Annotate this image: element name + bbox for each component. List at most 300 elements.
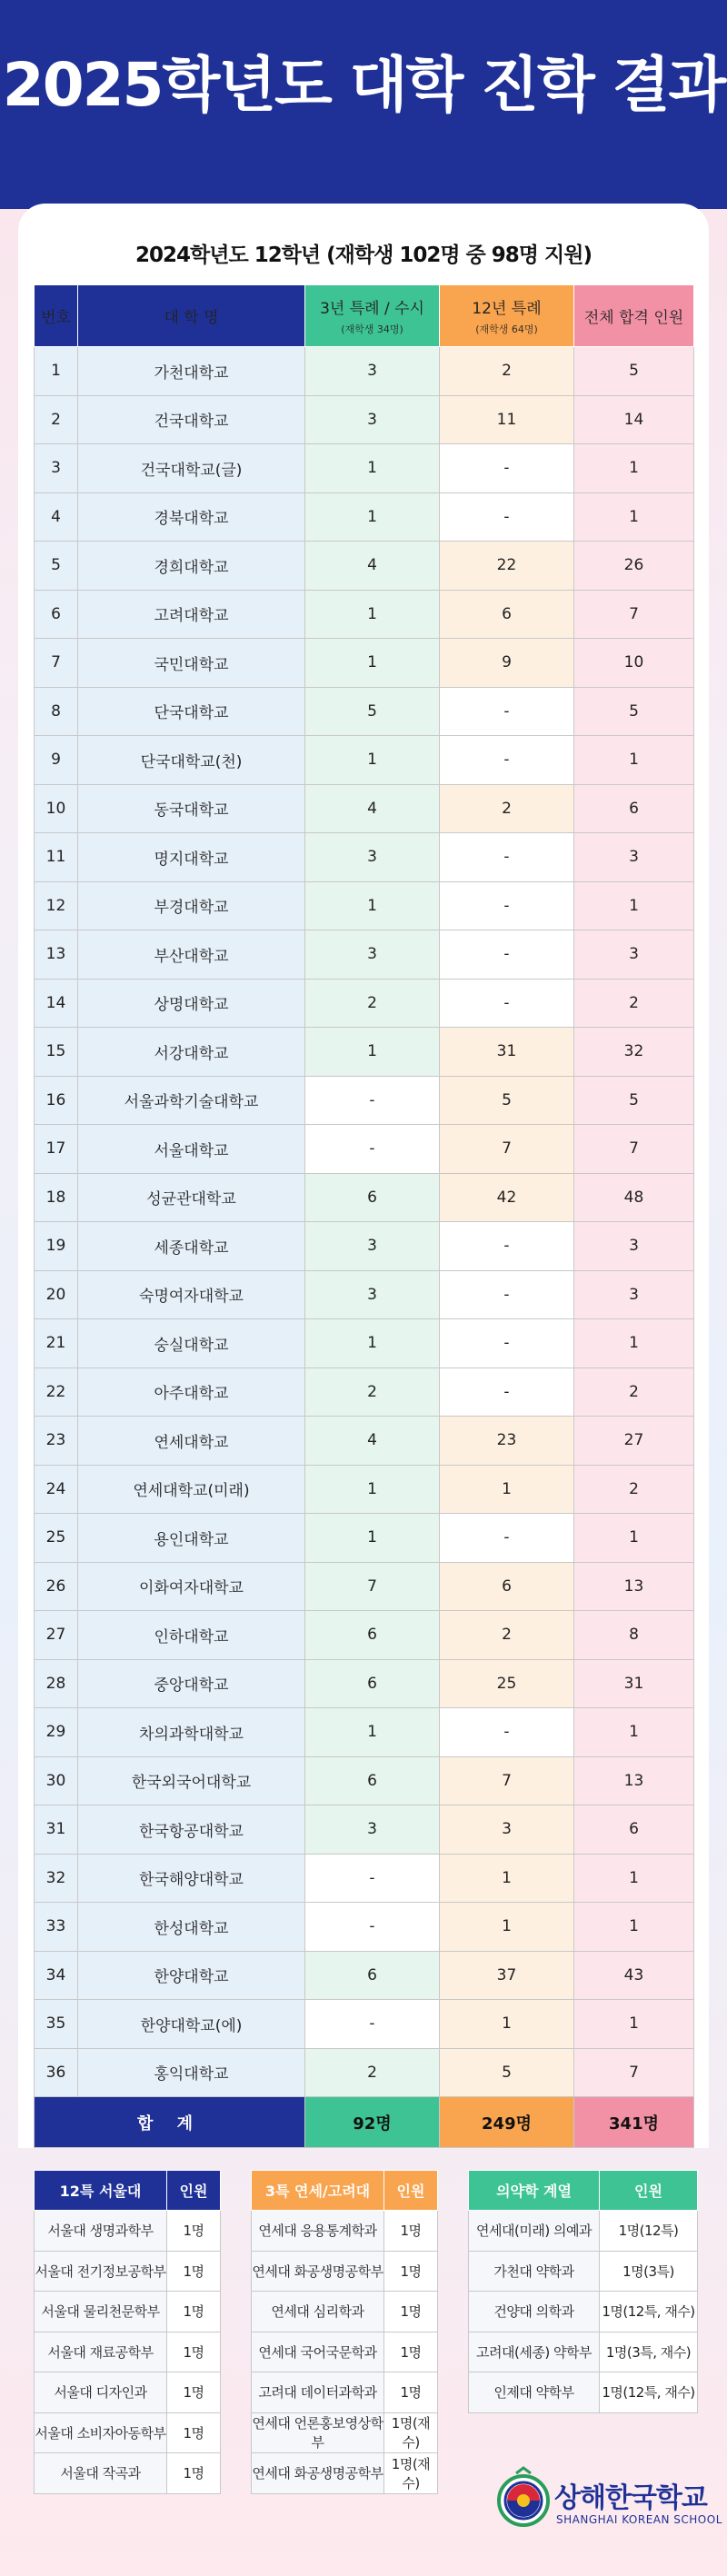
three-year-count: 6 <box>305 1173 440 1222</box>
department-name: 서울대 디자인과 <box>35 2372 167 2413</box>
three-year-count: 1 <box>305 639 440 688</box>
header-twelve-year <box>440 285 574 347</box>
table-row <box>35 1854 694 1903</box>
table-row <box>35 1903 694 1952</box>
twelve-year-count: 9 <box>440 639 574 688</box>
three-year-count: 3 <box>305 833 440 882</box>
department-name: 서울대 물리천문학부 <box>35 2292 167 2332</box>
row-number: 14 <box>35 979 78 1028</box>
university-name: 아주대학교 <box>78 1368 305 1417</box>
department-name: 서울대 작곡과 <box>35 2453 167 2494</box>
list-item <box>469 2251 698 2292</box>
university-name: 건국대학교(글) <box>78 444 305 493</box>
table-row <box>35 444 694 493</box>
table-row <box>35 930 694 980</box>
department-name: 가천대 약학과 <box>469 2251 600 2292</box>
university-name: 서울대학교 <box>78 1125 305 1174</box>
row-number: 20 <box>35 1270 78 1319</box>
header-banner <box>0 0 727 209</box>
twelve-year-count: 2 <box>440 784 574 833</box>
table-row <box>35 347 694 396</box>
twelve-year-count: 6 <box>440 1562 574 1611</box>
three-year-count: 5 <box>305 687 440 736</box>
school-name-ko: 상해한국학교 <box>554 2482 707 2514</box>
row-number: 26 <box>35 1562 78 1611</box>
university-name: 명지대학교 <box>78 833 305 882</box>
department-count: 1명 <box>384 2292 438 2332</box>
three-year-count: 2 <box>305 1368 440 1417</box>
list-item <box>252 2453 438 2494</box>
row-number: 3 <box>35 444 78 493</box>
university-name: 한국항공대학교 <box>78 1805 305 1855</box>
row-number: 6 <box>35 590 78 639</box>
table-row <box>35 2000 694 2049</box>
table-row <box>35 1465 694 1514</box>
university-name: 숙명여자대학교 <box>78 1270 305 1319</box>
yonkor-body <box>252 2211 438 2494</box>
total-label: 합 계 <box>35 2097 305 2148</box>
total-count: 5 <box>574 1076 694 1125</box>
table-row <box>35 1076 694 1125</box>
department-count: 1명 <box>167 2211 221 2252</box>
twelve-year-count: - <box>440 1368 574 1417</box>
yonsei-korea-table <box>251 2170 438 2494</box>
row-number: 16 <box>35 1076 78 1125</box>
total-all: 341명 <box>574 2097 694 2148</box>
department-name: 서울대 재료공학부 <box>35 2332 167 2372</box>
school-name-en: SHANGHAI KOREAN SCHOOL <box>556 2513 722 2526</box>
total-count: 1 <box>574 2000 694 2049</box>
department-name: 인제대 약학부 <box>469 2372 600 2413</box>
row-number: 32 <box>35 1854 78 1903</box>
header-name: 대 학 명 <box>78 285 305 347</box>
three-year-count: 1 <box>305 1514 440 1563</box>
total-count: 5 <box>574 687 694 736</box>
twelve-year-count: - <box>440 687 574 736</box>
row-number: 1 <box>35 347 78 396</box>
twelve-year-count: 1 <box>440 1903 574 1952</box>
three-year-count: 1 <box>305 1708 440 1757</box>
total-count: 32 <box>574 1028 694 1077</box>
three-year-count: - <box>305 2000 440 2049</box>
row-number: 34 <box>35 1951 78 2000</box>
university-name: 한국외국어대학교 <box>78 1756 305 1805</box>
twelve-year-count: 11 <box>440 395 574 444</box>
list-item <box>35 2372 221 2413</box>
total-count: 26 <box>574 542 694 591</box>
total-count: 1 <box>574 736 694 785</box>
department-count: 1명(3특) <box>600 2251 698 2292</box>
department-name: 연세대 응용통계학과 <box>252 2211 384 2252</box>
university-name: 단국대학교 <box>78 687 305 736</box>
twelve-year-count: 25 <box>440 1659 574 1708</box>
list-item <box>469 2372 698 2413</box>
twelve-year-count: - <box>440 930 574 980</box>
table-row <box>35 1514 694 1563</box>
three-year-count: 6 <box>305 1951 440 2000</box>
twelve-year-count: 1 <box>440 1465 574 1514</box>
row-number: 17 <box>35 1125 78 1174</box>
twelve-year-count: 22 <box>440 542 574 591</box>
university-name: 한국해양대학교 <box>78 1854 305 1903</box>
university-name: 건국대학교 <box>78 395 305 444</box>
table-row <box>35 1708 694 1757</box>
total-count: 1 <box>574 1514 694 1563</box>
university-name: 경희대학교 <box>78 542 305 591</box>
total-count: 1 <box>574 444 694 493</box>
total-count: 1 <box>574 1708 694 1757</box>
three-year-count: 1 <box>305 492 440 542</box>
twelve-year-count: - <box>440 492 574 542</box>
university-name: 홍익대학교 <box>78 2048 305 2097</box>
seoul-table <box>34 2170 221 2494</box>
table-row <box>35 1222 694 1271</box>
department-count: 1명 <box>384 2211 438 2252</box>
header-total: 전체 합격 인원 <box>574 285 694 347</box>
yonkor-header-row <box>252 2171 438 2211</box>
table-row <box>35 2048 694 2097</box>
department-count: 1명 <box>167 2332 221 2372</box>
seoul-header-name: 12특 서울대 <box>35 2171 167 2211</box>
department-name: 서울대 전기정보공학부 <box>35 2251 167 2292</box>
three-year-count: 4 <box>305 784 440 833</box>
department-count: 1명 <box>167 2372 221 2413</box>
seoul-header-count: 인원 <box>167 2171 221 2211</box>
twelve-year-count: - <box>440 1270 574 1319</box>
total-count: 6 <box>574 1805 694 1855</box>
total-count: 3 <box>574 1270 694 1319</box>
three-year-count: 3 <box>305 347 440 396</box>
row-number: 10 <box>35 784 78 833</box>
department-name: 서울대 생명과학부 <box>35 2211 167 2252</box>
list-item <box>252 2332 438 2372</box>
three-year-count: 6 <box>305 1756 440 1805</box>
university-name: 숭실대학교 <box>78 1319 305 1368</box>
total-count: 7 <box>574 2048 694 2097</box>
medical-body <box>469 2211 698 2413</box>
list-item <box>35 2412 221 2453</box>
three-year-count: 3 <box>305 395 440 444</box>
department-name: 서울대 소비자아동학부 <box>35 2412 167 2453</box>
three-year-count: - <box>305 1903 440 1952</box>
row-number: 4 <box>35 492 78 542</box>
twelve-year-count: 5 <box>440 2048 574 2097</box>
department-count: 1명 <box>384 2372 438 2413</box>
row-number: 11 <box>35 833 78 882</box>
university-name: 부경대학교 <box>78 881 305 930</box>
total-count: 3 <box>574 930 694 980</box>
university-name: 한양대학교(에) <box>78 2000 305 2049</box>
total-count: 7 <box>574 590 694 639</box>
twelve-year-count: 31 <box>440 1028 574 1077</box>
three-year-count: 1 <box>305 1028 440 1077</box>
university-name: 성균관대학교 <box>78 1173 305 1222</box>
row-number: 33 <box>35 1903 78 1952</box>
twelve-year-count: 5 <box>440 1076 574 1125</box>
university-name: 용인대학교 <box>78 1514 305 1563</box>
university-name: 이화여자대학교 <box>78 1562 305 1611</box>
seoul-header-row <box>35 2171 221 2211</box>
page-subtitle: 2024학년도 12학년 (재학생 102명 중 98명 지원) <box>135 244 592 267</box>
list-item <box>252 2292 438 2332</box>
total-count: 7 <box>574 1125 694 1174</box>
total-count: 1 <box>574 1903 694 1952</box>
total-count: 1 <box>574 881 694 930</box>
department-count: 1명 <box>167 2292 221 2332</box>
total-count: 6 <box>574 784 694 833</box>
medical-header-row <box>469 2171 698 2211</box>
row-number: 21 <box>35 1319 78 1368</box>
school-logo <box>496 2455 722 2555</box>
table-row <box>35 1125 694 1174</box>
university-name: 한성대학교 <box>78 1903 305 1952</box>
table-row <box>35 784 694 833</box>
row-number: 27 <box>35 1611 78 1660</box>
twelve-year-count: 42 <box>440 1173 574 1222</box>
three-year-count: 1 <box>305 881 440 930</box>
header-twelve-year-label: 12년 특례 <box>472 300 542 318</box>
twelve-year-count: 1 <box>440 1854 574 1903</box>
header-no: 번호 <box>35 285 78 347</box>
row-number: 23 <box>35 1417 78 1466</box>
table-row <box>35 1562 694 1611</box>
three-year-count: 3 <box>305 1805 440 1855</box>
row-number: 36 <box>35 2048 78 2097</box>
total-three-year: 92명 <box>305 2097 440 2148</box>
department-name: 연세대(미래) 의예과 <box>469 2211 600 2252</box>
row-number: 35 <box>35 2000 78 2049</box>
table-row <box>35 979 694 1028</box>
total-count: 43 <box>574 1951 694 2000</box>
university-name: 가천대학교 <box>78 347 305 396</box>
three-year-count: - <box>305 1854 440 1903</box>
row-number: 28 <box>35 1659 78 1708</box>
three-year-count: 3 <box>305 930 440 980</box>
department-count: 1명 <box>384 2251 438 2292</box>
row-number: 24 <box>35 1465 78 1514</box>
table-row <box>35 639 694 688</box>
table-row <box>35 1028 694 1077</box>
three-year-count: 6 <box>305 1659 440 1708</box>
total-row <box>35 2097 694 2148</box>
university-name: 인하대학교 <box>78 1611 305 1660</box>
table-row <box>35 1805 694 1855</box>
twelve-year-count: - <box>440 881 574 930</box>
row-number: 8 <box>35 687 78 736</box>
list-item <box>35 2292 221 2332</box>
row-number: 9 <box>35 736 78 785</box>
row-number: 13 <box>35 930 78 980</box>
department-name: 연세대 화공생명공학부 <box>252 2453 384 2494</box>
three-year-count: 1 <box>305 1465 440 1514</box>
total-count: 3 <box>574 833 694 882</box>
list-item <box>252 2372 438 2413</box>
twelve-year-count: - <box>440 444 574 493</box>
list-item <box>469 2332 698 2372</box>
university-name: 한양대학교 <box>78 1951 305 2000</box>
page-title: 2025학년도 대학 진학 결과 <box>2 50 725 120</box>
university-name: 중앙대학교 <box>78 1659 305 1708</box>
department-name: 고려대(세종) 약학부 <box>469 2332 600 2372</box>
total-count: 13 <box>574 1756 694 1805</box>
twelve-year-count: 6 <box>440 590 574 639</box>
department-count: 1명 <box>167 2453 221 2494</box>
university-name: 서울과학기술대학교 <box>78 1076 305 1125</box>
department-count: 1명(재수) <box>384 2412 438 2453</box>
department-count: 1명 <box>167 2412 221 2453</box>
twelve-year-count: 3 <box>440 1805 574 1855</box>
table-row <box>35 1756 694 1805</box>
total-count: 2 <box>574 979 694 1028</box>
university-name: 단국대학교(천) <box>78 736 305 785</box>
three-year-count: - <box>305 1125 440 1174</box>
list-item <box>35 2211 221 2252</box>
university-name: 동국대학교 <box>78 784 305 833</box>
table-row <box>35 1951 694 2000</box>
university-name: 서강대학교 <box>78 1028 305 1077</box>
three-year-count: 6 <box>305 1611 440 1660</box>
row-number: 12 <box>35 881 78 930</box>
total-count: 5 <box>574 347 694 396</box>
three-year-count: 7 <box>305 1562 440 1611</box>
three-year-count: 2 <box>305 979 440 1028</box>
results-body <box>35 347 694 2097</box>
twelve-year-count: - <box>440 979 574 1028</box>
three-year-count: 3 <box>305 1270 440 1319</box>
university-name: 상명대학교 <box>78 979 305 1028</box>
row-number: 19 <box>35 1222 78 1271</box>
medical-table <box>468 2170 698 2413</box>
table-row <box>35 1611 694 1660</box>
three-year-count: 2 <box>305 2048 440 2097</box>
list-item <box>252 2412 438 2453</box>
twelve-year-count: - <box>440 736 574 785</box>
row-number: 22 <box>35 1368 78 1417</box>
yonkor-header-name: 3특 연세/고려대 <box>252 2171 384 2211</box>
list-item <box>469 2211 698 2252</box>
total-count: 8 <box>574 1611 694 1660</box>
list-item <box>252 2251 438 2292</box>
table-row <box>35 1417 694 1466</box>
table-row <box>35 590 694 639</box>
list-item <box>252 2211 438 2252</box>
department-name: 건양대 의학과 <box>469 2292 600 2332</box>
university-name: 고려대학교 <box>78 590 305 639</box>
table-row <box>35 1319 694 1368</box>
three-year-count: 4 <box>305 1417 440 1466</box>
total-count: 2 <box>574 1368 694 1417</box>
row-number: 31 <box>35 1805 78 1855</box>
medical-header-name: 의약학 계열 <box>469 2171 600 2211</box>
department-name: 고려대 데이터과학과 <box>252 2372 384 2413</box>
header-three-year-label: 3년 특례 / 수시 <box>320 300 424 318</box>
total-count: 2 <box>574 1465 694 1514</box>
yonkor-header-count: 인원 <box>384 2171 438 2211</box>
total-count: 31 <box>574 1659 694 1708</box>
twelve-year-count: 23 <box>440 1417 574 1466</box>
university-name: 부산대학교 <box>78 930 305 980</box>
header-twelve-year-sub: (재학생 64명) <box>475 323 538 335</box>
total-count: 1 <box>574 1854 694 1903</box>
twelve-year-count: - <box>440 1708 574 1757</box>
row-number: 2 <box>35 395 78 444</box>
table-row <box>35 1270 694 1319</box>
total-count: 1 <box>574 1319 694 1368</box>
row-number: 5 <box>35 542 78 591</box>
department-count: 1명(12특, 재수) <box>600 2292 698 2332</box>
table-row <box>35 395 694 444</box>
table-row <box>35 687 694 736</box>
row-number: 25 <box>35 1514 78 1563</box>
three-year-count: - <box>305 1076 440 1125</box>
department-count: 1명(12특, 재수) <box>600 2372 698 2413</box>
table-row <box>35 542 694 591</box>
header-three-year-sub: (재학생 34명) <box>341 323 403 335</box>
total-count: 13 <box>574 1562 694 1611</box>
table-row <box>35 492 694 542</box>
department-name: 연세대 심리학과 <box>252 2292 384 2332</box>
three-year-count: 1 <box>305 444 440 493</box>
university-name: 연세대학교 <box>78 1417 305 1466</box>
department-name: 연세대 언론홍보영상학부 <box>252 2412 384 2453</box>
department-count: 1명 <box>384 2332 438 2372</box>
total-count: 3 <box>574 1222 694 1271</box>
twelve-year-count: - <box>440 833 574 882</box>
three-year-count: 1 <box>305 1319 440 1368</box>
total-count: 14 <box>574 395 694 444</box>
university-name: 차의과학대학교 <box>78 1708 305 1757</box>
twelve-year-count: 2 <box>440 347 574 396</box>
seoul-body <box>35 2211 221 2494</box>
department-count: 1명 <box>167 2251 221 2292</box>
twelve-year-count: - <box>440 1222 574 1271</box>
row-number: 7 <box>35 639 78 688</box>
department-count: 1명(3특, 재수) <box>600 2332 698 2372</box>
list-item <box>469 2292 698 2332</box>
row-number: 15 <box>35 1028 78 1077</box>
row-number: 18 <box>35 1173 78 1222</box>
twelve-year-count: - <box>440 1514 574 1563</box>
three-year-count: 3 <box>305 1222 440 1271</box>
results-table <box>34 284 694 2148</box>
list-item <box>35 2453 221 2494</box>
medical-header-count: 인원 <box>600 2171 698 2211</box>
three-year-count: 1 <box>305 590 440 639</box>
twelve-year-count: - <box>440 1319 574 1368</box>
twelve-year-count: 2 <box>440 1611 574 1660</box>
total-twelve-year: 249명 <box>440 2097 574 2148</box>
department-name: 연세대 국어국문학과 <box>252 2332 384 2372</box>
total-count: 1 <box>574 492 694 542</box>
university-name: 국민대학교 <box>78 639 305 688</box>
list-item <box>35 2332 221 2372</box>
department-count: 1명(12특) <box>600 2211 698 2252</box>
department-name: 연세대 화공생명공학부 <box>252 2251 384 2292</box>
university-name: 세종대학교 <box>78 1222 305 1271</box>
total-count: 48 <box>574 1173 694 1222</box>
table-row <box>35 881 694 930</box>
twelve-year-count: 7 <box>440 1125 574 1174</box>
header-three-year <box>305 285 440 347</box>
row-number: 30 <box>35 1756 78 1805</box>
department-count: 1명(재수) <box>384 2453 438 2494</box>
three-year-count: 1 <box>305 736 440 785</box>
table-row <box>35 1368 694 1417</box>
twelve-year-count: 37 <box>440 1951 574 2000</box>
university-name: 경북대학교 <box>78 492 305 542</box>
university-name: 연세대학교(미래) <box>78 1465 305 1514</box>
total-count: 27 <box>574 1417 694 1466</box>
